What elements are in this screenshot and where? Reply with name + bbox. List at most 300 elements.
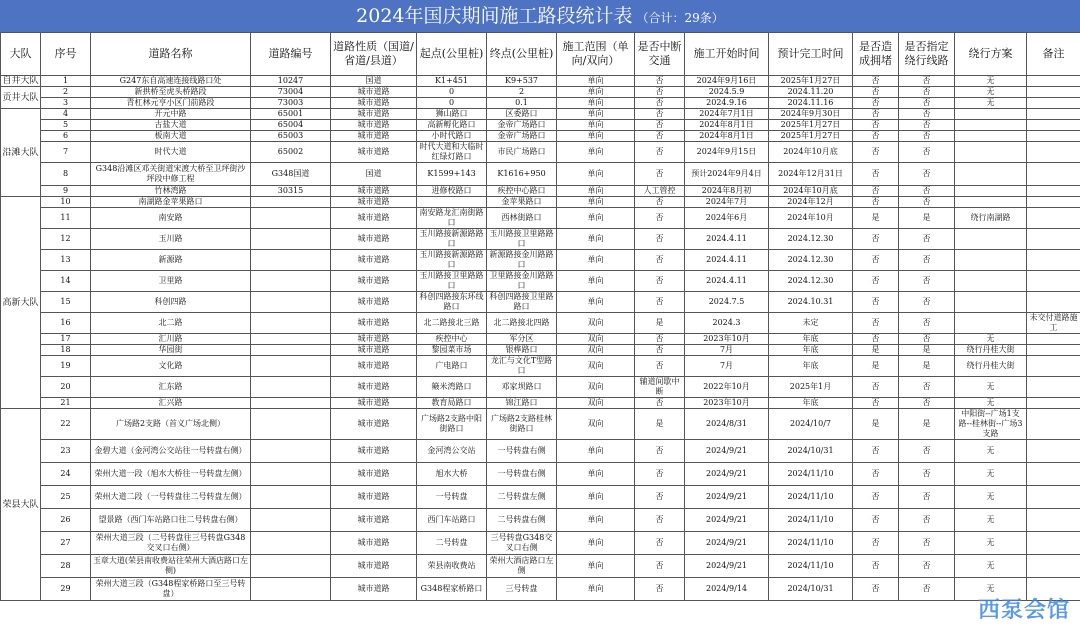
table-cell — [955, 292, 1027, 313]
table-cell: 北二路 — [91, 313, 251, 334]
table-cell: 绕行丹桂大街 — [955, 345, 1027, 356]
table-cell: 年底 — [769, 356, 853, 377]
table-cell — [955, 109, 1027, 120]
table-cell: 是 — [899, 356, 955, 377]
table-cell — [1027, 76, 1080, 87]
table-cell: 2024/9/14 — [685, 578, 769, 601]
table-cell: 无 — [955, 486, 1027, 509]
table-cell: 单向 — [557, 250, 635, 271]
table-cell: 城市道路 — [331, 486, 417, 509]
table-cell: 否 — [899, 555, 955, 578]
table-cell: 城市道路 — [331, 356, 417, 377]
table-title: 2024年国庆期间施工路段统计表 — [356, 5, 633, 27]
table-cell: 是 — [635, 313, 685, 334]
table-cell: 城市道路 — [331, 377, 417, 398]
table-cell — [251, 208, 331, 229]
table-cell: 单向 — [557, 142, 635, 163]
table-cell: 荣州大道三段（G348程家桥路口至三号转盘） — [91, 578, 251, 601]
table-cell: K1599+143 — [417, 163, 487, 186]
table-cell: 城市道路 — [331, 208, 417, 229]
table-cell: 否 — [853, 440, 899, 463]
table-cell: 17 — [41, 334, 91, 345]
table-cell: 卫里路 — [91, 271, 251, 292]
table-cell: 无 — [955, 463, 1027, 486]
table-row — [1, 440, 1080, 463]
table-cell — [251, 250, 331, 271]
table-cell: 否 — [853, 292, 899, 313]
table-cell: 否 — [899, 163, 955, 186]
table-cell: 旭水大桥 — [417, 463, 487, 486]
table-cell: 未定 — [769, 313, 853, 334]
table-cell: 18 — [41, 345, 91, 356]
table-cell: 否 — [635, 87, 685, 98]
table-cell — [251, 578, 331, 601]
table-cell — [955, 229, 1027, 250]
brigade-cell: 贡井大队 — [1, 87, 41, 109]
table-cell — [1027, 197, 1080, 208]
table-cell: 单向 — [557, 440, 635, 463]
table-cell — [417, 197, 487, 208]
table-cell: 广电路口 — [417, 356, 487, 377]
table-cell: 望景路（西门车站路口往二号转盘右侧） — [91, 509, 251, 532]
table-row — [1, 555, 1080, 578]
table-cell: 玉川路接卫里路路口 — [417, 271, 487, 292]
brigade-cell: 荣县大队 — [1, 409, 41, 601]
table-cell: 否 — [853, 377, 899, 398]
table-row — [1, 356, 1080, 377]
table-cell: 否 — [899, 509, 955, 532]
table-cell: 2024/9/21 — [685, 532, 769, 555]
table-cell: 否 — [899, 186, 955, 197]
table-cell: 0 — [417, 87, 487, 98]
table-cell: 2024/10/31 — [769, 440, 853, 463]
table-cell: 否 — [853, 250, 899, 271]
table-cell: 双向 — [557, 334, 635, 345]
table-cell — [1027, 98, 1080, 109]
table-cell: 3 — [41, 98, 91, 109]
table-count: （合计：29条） — [636, 11, 724, 25]
table-cell: 广场路2支路中阳街路口 — [417, 409, 487, 440]
table-cell: 25 — [41, 486, 91, 509]
table-cell: 2024年10月底 — [769, 186, 853, 197]
table-cell: 汇川路 — [91, 334, 251, 345]
table-cell: 荣州大酒店路口左侧 — [487, 555, 557, 578]
table-cell: 无 — [955, 398, 1027, 409]
table-cell: 2025年1月27日 — [769, 76, 853, 87]
table-cell: 65004 — [251, 120, 331, 131]
table-cell: 玉川路接卫里路路口 — [487, 229, 557, 250]
table-cell: 城市道路 — [331, 120, 417, 131]
table-cell — [251, 532, 331, 555]
table-row — [1, 463, 1080, 486]
table-row — [1, 142, 1080, 163]
table-cell: 卫里路接金川路路口 — [487, 271, 557, 292]
table-cell: 教育局路口 — [417, 398, 487, 409]
table-cell: 否 — [635, 356, 685, 377]
table-cell: 否 — [899, 292, 955, 313]
table-cell — [1027, 120, 1080, 131]
table-cell: 2024年9月16日 — [685, 76, 769, 87]
table-cell — [1027, 532, 1080, 555]
table-cell: 2024年8月1日 — [685, 120, 769, 131]
table-cell: 2024.11.20 — [769, 87, 853, 98]
table-cell — [251, 509, 331, 532]
table-cell: 单向 — [557, 87, 635, 98]
table-cell: 2024年7月 — [685, 197, 769, 208]
table-cell: 23 — [41, 440, 91, 463]
table-cell: 2024.12.30 — [769, 250, 853, 271]
table-cell: K9+537 — [487, 76, 557, 87]
table-cell: 2025年1月 — [769, 377, 853, 398]
table-cell: 否 — [635, 142, 685, 163]
table-cell — [955, 163, 1027, 186]
table-cell — [251, 271, 331, 292]
table-cell — [251, 398, 331, 409]
table-cell: 人工管控 — [635, 186, 685, 197]
table-cell: 银桦路口 — [487, 345, 557, 356]
table-cell: 否 — [853, 142, 899, 163]
table-cell: 三号转盘G348交叉口右侧 — [487, 532, 557, 555]
column-header: 是否造成拥堵 — [853, 33, 899, 76]
table-cell: 邓家坝路口 — [487, 377, 557, 398]
table-cell: 否 — [899, 98, 955, 109]
table-cell: 新拱桥至虎头桥路段 — [91, 87, 251, 98]
table-cell: 进修校路口 — [417, 186, 487, 197]
table-cell: 单向 — [557, 532, 635, 555]
table-cell: 否 — [899, 109, 955, 120]
table-row — [1, 87, 1080, 98]
table-row — [1, 313, 1080, 334]
column-header: 道路编号 — [251, 33, 331, 76]
table-cell — [1027, 440, 1080, 463]
table-cell: 中阳街--广场1支路--桂林街--广场3支路 — [955, 409, 1027, 440]
table-cell: 广场路2支路（首义广场北侧） — [91, 409, 251, 440]
table-cell: 否 — [853, 532, 899, 555]
table-cell: 簸米湾路口 — [417, 377, 487, 398]
table-cell — [251, 229, 331, 250]
table-cell: 16 — [41, 313, 91, 334]
table-cell: 65001 — [251, 109, 331, 120]
table-cell: 一号转盘右侧 — [487, 463, 557, 486]
table-cell: 否 — [853, 334, 899, 345]
table-cell: 2024/10/7 — [769, 409, 853, 440]
table-cell — [251, 463, 331, 486]
table-cell: G348国道 — [251, 163, 331, 186]
table-cell: 2024/11/10 — [769, 555, 853, 578]
table-cell: 2024/11/10 — [769, 463, 853, 486]
table-cell: 否 — [853, 197, 899, 208]
table-cell: 2024/9/21 — [685, 509, 769, 532]
header-row — [1, 33, 1080, 76]
table-cell: 2024年8月1日 — [685, 131, 769, 142]
table-cell: 小时代路口 — [417, 131, 487, 142]
table-cell: 2024.7.5 — [685, 292, 769, 313]
table-cell: 双向 — [557, 377, 635, 398]
table-cell: 单向 — [557, 271, 635, 292]
table-cell: 否 — [899, 334, 955, 345]
table-cell: 2024年7月1日 — [685, 109, 769, 120]
table-cell: 广场路2支路桂林街路口 — [487, 409, 557, 440]
table-cell: 城市道路 — [331, 578, 417, 601]
table-cell: 新源路 — [91, 250, 251, 271]
table-cell: 科创四路接东环线路口 — [417, 292, 487, 313]
table-cell — [1027, 271, 1080, 292]
table-cell — [1027, 208, 1080, 229]
table-cell: 否 — [899, 377, 955, 398]
table-cell: 否 — [853, 98, 899, 109]
table-cell: 否 — [635, 229, 685, 250]
table-cell: 单向 — [557, 555, 635, 578]
table-cell: 9 — [41, 186, 91, 197]
table-row — [1, 98, 1080, 109]
table-cell: 时代大道和大临时红绿灯路口 — [417, 142, 487, 163]
table-cell — [1027, 356, 1080, 377]
column-header: 备注 — [1027, 33, 1080, 76]
table-cell: 城市道路 — [331, 229, 417, 250]
table-row — [1, 334, 1080, 345]
table-cell: 否 — [853, 163, 899, 186]
table-cell: 单向 — [557, 197, 635, 208]
table-cell: 否 — [853, 486, 899, 509]
table-cell: 否 — [899, 197, 955, 208]
table-cell: 否 — [853, 555, 899, 578]
table-cell: 否 — [853, 87, 899, 98]
table-cell: 2024/9/21 — [685, 440, 769, 463]
table-cell: 北二路接北三路 — [417, 313, 487, 334]
table-cell: 4 — [41, 109, 91, 120]
table-cell: 2024/8/31 — [685, 409, 769, 440]
construction-table — [0, 32, 1080, 601]
table-cell: 否 — [899, 76, 955, 87]
table-cell: 是 — [635, 409, 685, 440]
table-cell: 2024年9月30日 — [769, 109, 853, 120]
table-cell: 年底 — [769, 345, 853, 356]
table-cell — [251, 345, 331, 356]
table-cell: 65002 — [251, 142, 331, 163]
table-cell: 是 — [899, 409, 955, 440]
table-cell: 三号转盘 — [487, 578, 557, 601]
table-cell: 否 — [853, 109, 899, 120]
table-row — [1, 197, 1080, 208]
table-cell: 15 — [41, 292, 91, 313]
table-cell: 是 — [853, 409, 899, 440]
table-cell: 否 — [899, 486, 955, 509]
table-cell: 2024年8月初 — [685, 186, 769, 197]
table-cell — [1027, 463, 1080, 486]
table-cell: 2 — [41, 87, 91, 98]
table-cell: 城市道路 — [331, 271, 417, 292]
table-cell: G348程家桥路口 — [417, 578, 487, 601]
table-cell: 否 — [899, 131, 955, 142]
table-cell: 城市道路 — [331, 463, 417, 486]
table-cell: 否 — [635, 208, 685, 229]
table-cell: 汇兴路 — [91, 398, 251, 409]
table-row — [1, 76, 1080, 87]
table-cell: 玉川路 — [91, 229, 251, 250]
table-row — [1, 163, 1080, 186]
table-cell: 西林街路口 — [487, 208, 557, 229]
table-cell: 是 — [899, 345, 955, 356]
table-cell: 否 — [899, 463, 955, 486]
table-cell: 无 — [955, 440, 1027, 463]
table-cell: 否 — [853, 120, 899, 131]
table-cell: 城市道路 — [331, 313, 417, 334]
table-cell: 11 — [41, 208, 91, 229]
table-cell: 2024/11/10 — [769, 509, 853, 532]
table-cell: 国道 — [331, 76, 417, 87]
table-row — [1, 120, 1080, 131]
table-cell: 玉川路接新源路路口 — [417, 250, 487, 271]
table-cell: 否 — [899, 229, 955, 250]
table-cell: 时代大道 — [91, 142, 251, 163]
table-cell: 二号转盘右侧 — [487, 509, 557, 532]
table-cell: 科创四路 — [91, 292, 251, 313]
table-cell: 2024.4.11 — [685, 271, 769, 292]
table-cell: 是 — [853, 356, 899, 377]
table-cell: 否 — [853, 131, 899, 142]
table-cell: 2024/9/21 — [685, 486, 769, 509]
table-cell: 否 — [899, 142, 955, 163]
table-cell: 否 — [899, 313, 955, 334]
table-cell: 城市道路 — [331, 532, 417, 555]
table-cell: 龙汇与文化T型路口 — [487, 356, 557, 377]
table-cell: 无 — [955, 509, 1027, 532]
table-cell — [251, 356, 331, 377]
table-cell: 南湖路金苹果路口 — [91, 197, 251, 208]
table-cell: 城市道路 — [331, 409, 417, 440]
table-cell: 65003 — [251, 131, 331, 142]
table-cell — [1027, 163, 1080, 186]
table-cell: 2024年12月31日 — [769, 163, 853, 186]
table-cell: 13 — [41, 250, 91, 271]
table-cell: 否 — [853, 76, 899, 87]
column-header: 道路名称 — [91, 33, 251, 76]
table-cell: 单向 — [557, 229, 635, 250]
table-cell — [251, 440, 331, 463]
table-cell — [955, 197, 1027, 208]
table-row — [1, 250, 1080, 271]
table-cell: 城市道路 — [331, 87, 417, 98]
table-cell: 南安路龙汇南街路口 — [417, 208, 487, 229]
table-cell: 否 — [635, 345, 685, 356]
table-cell: 黎园菜市场 — [417, 345, 487, 356]
table-cell: 否 — [853, 229, 899, 250]
table-cell — [251, 377, 331, 398]
table-row — [1, 345, 1080, 356]
table-cell: 10247 — [251, 76, 331, 87]
table-cell: 双向 — [557, 313, 635, 334]
table-cell: 单向 — [557, 463, 635, 486]
table-cell — [1027, 377, 1080, 398]
table-cell — [1027, 486, 1080, 509]
table-cell: 无 — [955, 555, 1027, 578]
table-cell: 2024.11.16 — [769, 98, 853, 109]
table-cell: 单向 — [557, 131, 635, 142]
table-row — [1, 486, 1080, 509]
table-cell: 26 — [41, 509, 91, 532]
table-cell — [955, 131, 1027, 142]
table-cell: 双向 — [557, 345, 635, 356]
table-cell: 南安路 — [91, 208, 251, 229]
table-cell: 市民广场路口 — [487, 142, 557, 163]
table-cell: 2024.9.16 — [685, 98, 769, 109]
table-cell: 5 — [41, 120, 91, 131]
table-cell: 否 — [635, 197, 685, 208]
table-cell: 22 — [41, 409, 91, 440]
table-cell: 否 — [635, 109, 685, 120]
table-cell — [251, 313, 331, 334]
table-cell: 金帝广场路口 — [487, 131, 557, 142]
table-cell — [1027, 345, 1080, 356]
table-cell: 2024.3 — [685, 313, 769, 334]
table-cell: 2024.12.30 — [769, 271, 853, 292]
table-cell: 2024/10/31 — [769, 578, 853, 601]
table-cell: 板南大道 — [91, 131, 251, 142]
table-cell — [251, 486, 331, 509]
table-cell: 否 — [635, 98, 685, 109]
table-cell: 否 — [635, 250, 685, 271]
table-cell: 2024/11/10 — [769, 486, 853, 509]
table-cell: 城市道路 — [331, 555, 417, 578]
table-row — [1, 578, 1080, 601]
column-header: 施工范围（单向/双向） — [557, 33, 635, 76]
table-cell: 一号转盘右侧 — [487, 440, 557, 463]
table-cell: 21 — [41, 398, 91, 409]
table-cell: 否 — [899, 271, 955, 292]
table-row — [1, 109, 1080, 120]
table-cell: 7月 — [685, 345, 769, 356]
table-cell: 否 — [635, 292, 685, 313]
table-cell: 73003 — [251, 98, 331, 109]
table-cell: 2024年12月 — [769, 197, 853, 208]
table-cell: 否 — [899, 440, 955, 463]
column-header: 预计完工时间 — [769, 33, 853, 76]
table-cell: 无 — [955, 76, 1027, 87]
table-row — [1, 377, 1080, 398]
table-cell: 预计2024年9月4日 — [685, 163, 769, 186]
table-cell — [251, 555, 331, 578]
table-cell: 疾控中心路口 — [487, 186, 557, 197]
table-cell: 2024年6月 — [685, 208, 769, 229]
table-cell — [1027, 555, 1080, 578]
table-cell: 无 — [955, 98, 1027, 109]
table-cell: 玉章大道(荣县南收费站往荣州大酒店路口左侧) — [91, 555, 251, 578]
table-cell: 2024年9月15日 — [685, 142, 769, 163]
table-cell: 否 — [853, 313, 899, 334]
table-cell: 狮山路口 — [417, 109, 487, 120]
table-cell: 单向 — [557, 292, 635, 313]
table-cell: 6 — [41, 131, 91, 142]
table-cell: K1616+950 — [487, 163, 557, 186]
table-cell: 2024年10月 — [769, 208, 853, 229]
table-cell: 无 — [955, 578, 1027, 601]
table-row — [1, 532, 1080, 555]
table-cell: 城市道路 — [331, 142, 417, 163]
table-cell: 双向 — [557, 356, 635, 377]
table-cell: 否 — [635, 486, 685, 509]
table-cell — [251, 409, 331, 440]
table-cell: 1 — [41, 76, 91, 87]
table-cell: 2024.4.11 — [685, 250, 769, 271]
table-cell: 27 — [41, 532, 91, 555]
table-cell: 28 — [41, 555, 91, 578]
watermark-logo: 西泵会馆 — [977, 598, 1070, 623]
table-cell: 军分区 — [487, 334, 557, 345]
column-header: 道路性质（国道/省道/县道） — [331, 33, 417, 76]
table-cell: 荣县南收费站 — [417, 555, 487, 578]
table-cell: 金帝广场路口 — [487, 120, 557, 131]
column-header: 大队 — [1, 33, 41, 76]
